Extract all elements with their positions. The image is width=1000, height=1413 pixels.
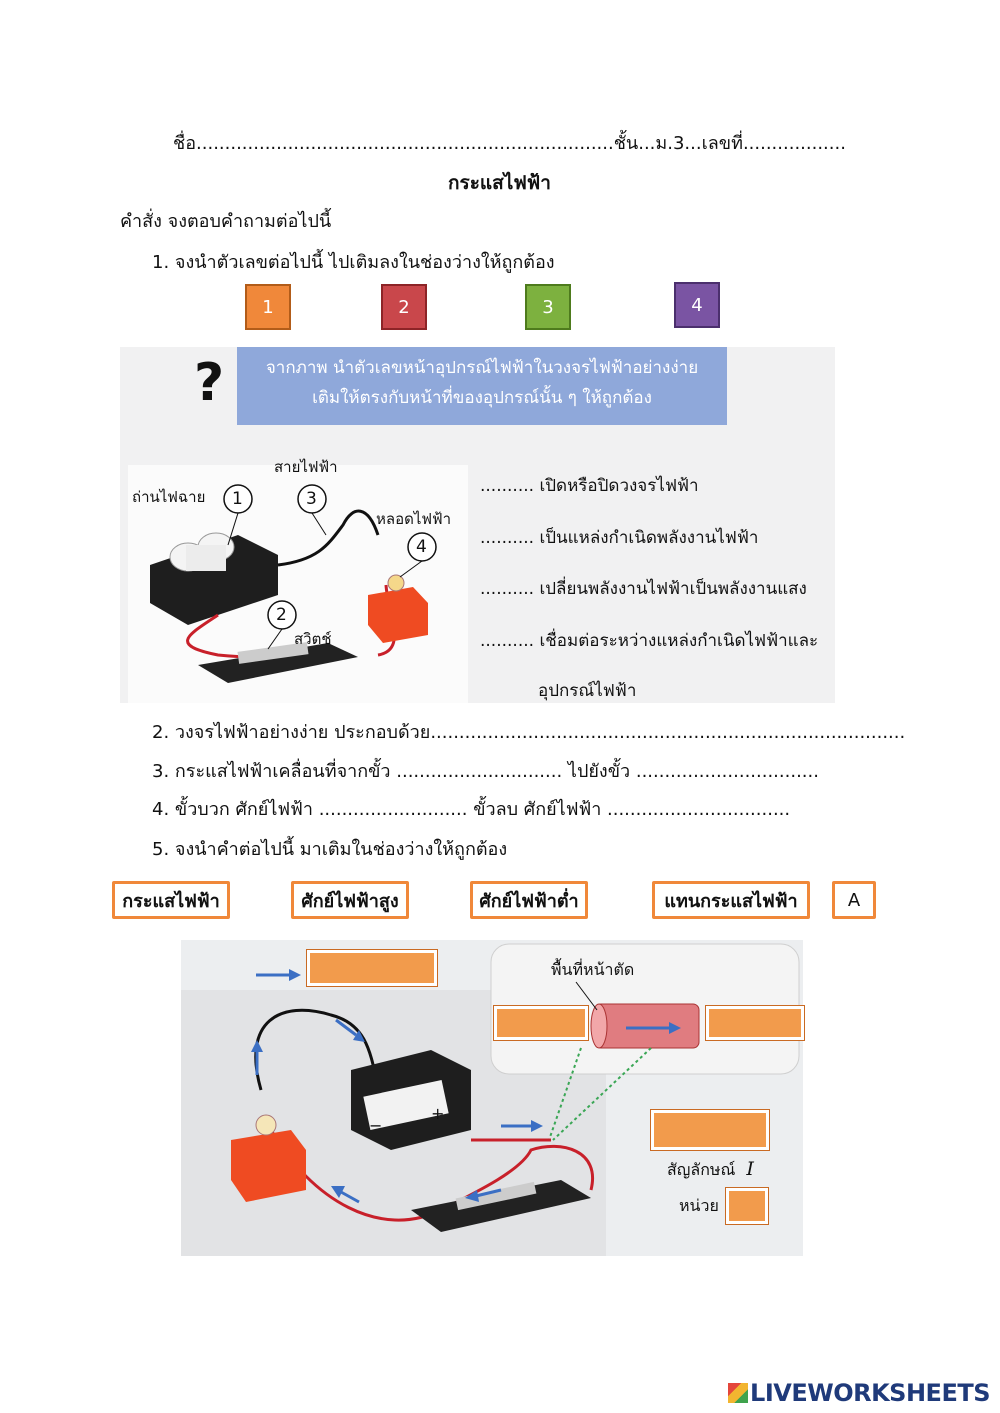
blank-quantity-name[interactable]: [651, 1110, 769, 1150]
blank-right-of-conductor[interactable]: [706, 1006, 804, 1040]
logo-text: LIVEWORKSHEETS: [750, 1379, 990, 1407]
circuit-figure-1: [120, 347, 835, 703]
question-3: 3. กระแสไฟฟ้าเคลื่อนที่จากขั้ว ............................. ไปยังขั้ว ................................: [152, 761, 819, 782]
blank-arrow-meaning[interactable]: [307, 950, 437, 986]
question-2: 2. วงจรไฟฟ้าอย่างง่าย ประกอบด้วย...................................................................................: [152, 722, 906, 743]
instruction: คำสั่ง จงตอบคำถามต่อไปนี้: [120, 211, 332, 232]
bulb-holder: [368, 587, 428, 643]
figure-banner: [237, 347, 727, 425]
banner-line-2: เติมให้ตรงกับหน้าที่ของอุปกรณ์นั้น ๆ ให้ถูกต้อง: [312, 388, 652, 408]
symbol-letter: I: [746, 1158, 754, 1180]
circle-number-2: 2: [276, 605, 287, 625]
word-tile-low-potential[interactable]: ศักย์ไฟฟ้าต่ำ: [470, 881, 588, 919]
conductor-cylinder: [595, 1004, 699, 1048]
black-wire: [278, 511, 378, 565]
label-wire: สายไฟฟ้า: [274, 458, 338, 476]
bulb-2: [256, 1115, 276, 1135]
word-tile-represents-current[interactable]: แทนกระแสไฟฟ้า: [652, 881, 810, 919]
question-mark: ?: [194, 353, 225, 413]
unit-label: หน่วย: [679, 1196, 719, 1215]
circle-number-3: 3: [306, 489, 317, 509]
pointer-4: [400, 561, 422, 577]
cross-section-label: พื้นที่หน้าตัด: [551, 960, 635, 979]
description-1: .......... เปิดหรือปิดวงจรไฟฟ้า: [480, 476, 699, 496]
question-4: 4. ขั้วบวก ศักย์ไฟฟ้า .......................... ขั้วลบ ศักย์ไฟฟ้า ................................: [152, 799, 791, 820]
circuit-figure-2: [181, 940, 803, 1256]
circle-number-4: 4: [416, 537, 427, 557]
number-tile-4[interactable]: 4: [674, 282, 720, 328]
number-tile-3[interactable]: 3: [525, 284, 571, 330]
battery-body: [186, 545, 226, 571]
liveworksheets-logo: [728, 1379, 990, 1407]
description-4-continued: อุปกรณ์ไฟฟ้า: [538, 681, 637, 701]
logo-mark-icon: [728, 1383, 748, 1403]
description-2: .......... เป็นแหล่งกำเนิดพลังงานไฟฟ้า: [480, 528, 759, 548]
banner-line-1: จากภาพ นำตัวเลขหน้าอุปกรณ์ไฟฟ้าในวงจรไฟฟ้าอย่างง่าย: [265, 358, 699, 378]
battery-plus-sign: +: [431, 1104, 445, 1123]
number-tile-1[interactable]: 1: [245, 284, 291, 330]
pointer-3: [312, 513, 326, 535]
label-battery: ถ่านไฟฉาย: [132, 488, 206, 506]
cross-section-face: [591, 1004, 607, 1048]
word-tile-current[interactable]: กระแสไฟฟ้า: [112, 881, 230, 919]
circle-number-1: 1: [232, 489, 243, 509]
word-tile-a[interactable]: A: [832, 881, 876, 919]
description-3: .......... เปลี่ยนพลังงานไฟฟ้าเป็นพลังงานแสง: [480, 579, 807, 599]
bulb: [388, 575, 404, 591]
label-bulb: หลอดไฟฟ้า: [376, 510, 452, 528]
description-4: .......... เชื่อมต่อระหว่างแหล่งกำเนิดไฟฟ้าและ: [480, 631, 819, 651]
circuit-photo: [128, 458, 468, 703]
word-tile-high-potential[interactable]: ศักย์ไฟฟ้าสูง: [291, 881, 409, 919]
symbol-label: [667, 1158, 754, 1183]
label-switch: สวิตช์: [294, 630, 332, 648]
bulb-holder-2: [231, 1130, 306, 1202]
blank-left-of-conductor[interactable]: [494, 1006, 588, 1040]
name-line: ชื่อ.........................................................................ชั้น...ม.3...เลขที่..................: [173, 133, 846, 154]
battery-minus-sign: −: [369, 1116, 383, 1135]
number-tile-2[interactable]: 2: [381, 284, 427, 330]
question-5: 5. จงนำคำต่อไปนี้ มาเติมในช่องว่างให้ถูกต้อง: [152, 839, 508, 860]
page-title: กระแสไฟฟ้า: [448, 172, 551, 194]
question-1: 1. จงนำตัวเลขต่อไปนี้ ไปเติมลงในช่องว่างให้ถูกต้อง: [152, 252, 555, 273]
symbol-label-text: สัญลักษณ์: [667, 1160, 736, 1179]
blank-unit[interactable]: [726, 1188, 768, 1224]
